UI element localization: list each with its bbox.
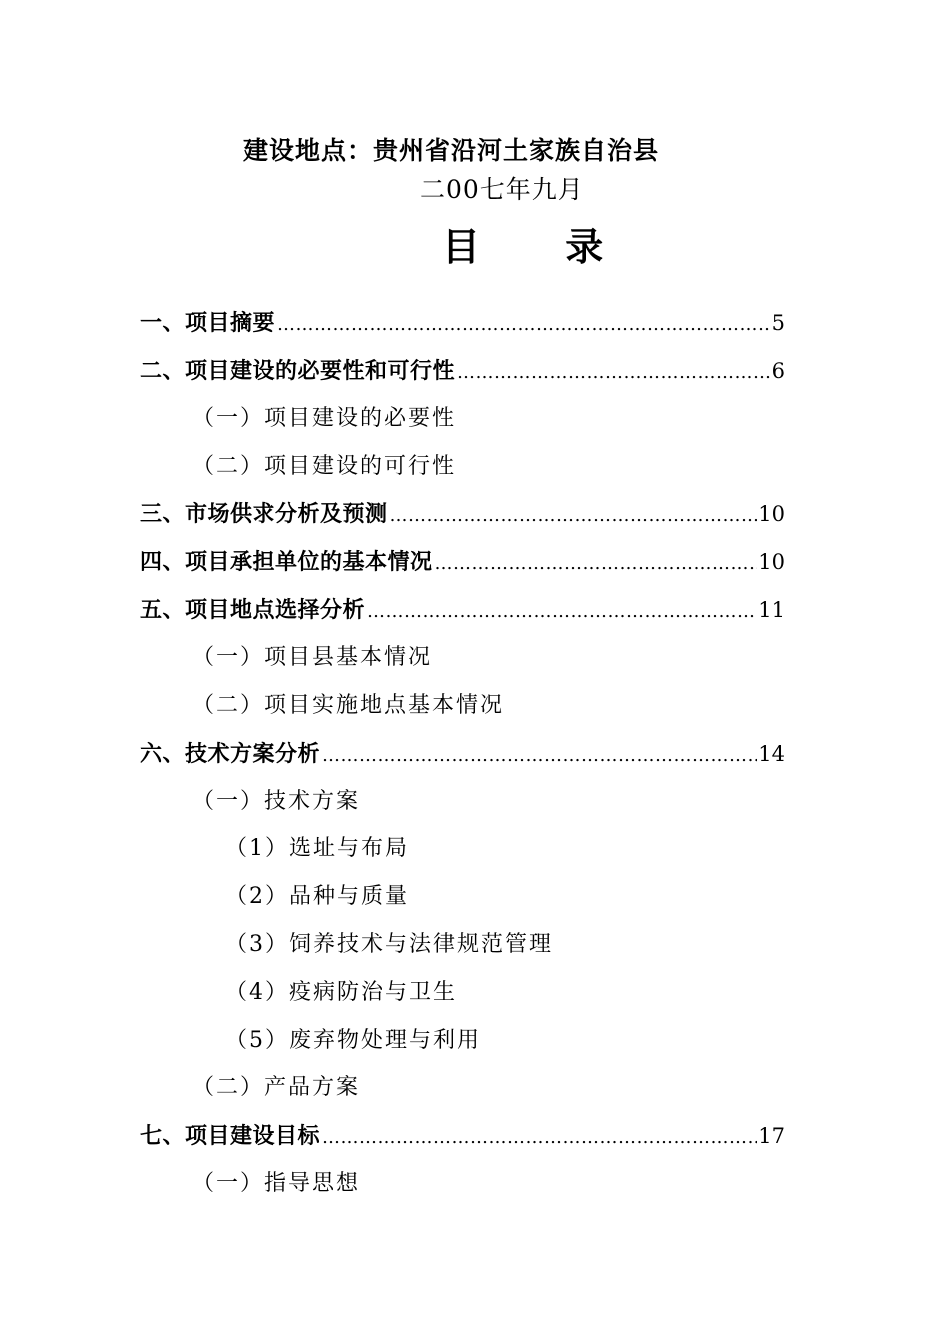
toc-leader-dots [433,549,758,579]
toc-entry-label: 二、项目建设的必要性和可行性 [140,358,456,384]
toc-leader-dots [320,741,757,771]
toc-entry-label: 六、技术方案分析 [140,741,321,767]
toc-entry-label: 五、项目地点选择分析 [140,597,366,623]
toc-page-number: 14 [758,742,785,766]
toc-item-breed-quality[interactable]: （2）品种与质量 [225,884,409,909]
toc-leader-dots [388,501,758,531]
toc-entry-site-selection[interactable] [140,595,785,625]
toc-page-number: 5 [771,311,785,335]
toc-title: 目 录 [442,224,640,269]
toc-entry-label: 三、市场供求分析及预测 [140,501,388,527]
toc-entry-market-analysis[interactable] [140,499,785,529]
toc-leader-dots [275,310,771,340]
toc-subentry-guiding-ideology[interactable]: （一）指导思想 [192,1171,361,1196]
toc-subentry-technical-scheme[interactable]: （一）技术方案 [192,789,361,814]
toc-entry-label: 四、项目承担单位的基本情况 [140,549,433,575]
toc-entry-technical-plan[interactable] [140,739,785,769]
toc-entry-necessity-feasibility[interactable] [140,356,785,386]
toc-subentry-feasibility[interactable]: （二）项目建设的可行性 [192,454,457,479]
toc-entry-construction-goals[interactable] [140,1121,785,1151]
toc-leader-dots [365,597,757,627]
toc-item-disease-hygiene[interactable]: （4）疫病防治与卫生 [225,980,457,1005]
construction-location: 建设地点：贵州省沿河土家族自治县 [243,136,660,165]
toc-subentry-county-basics[interactable]: （一）项目县基本情况 [192,645,433,670]
toc-entry-label: 七、项目建设目标 [140,1123,321,1149]
toc-subentry-product-plan[interactable]: （二）产品方案 [192,1075,361,1100]
toc-item-feeding-regulation[interactable]: （3）饲养技术与法律规范管理 [225,932,553,957]
toc-page-number: 6 [771,359,785,383]
toc-subentry-site-basics[interactable]: （二）项目实施地点基本情况 [192,693,505,718]
toc-subentry-necessity[interactable]: （一）项目建设的必要性 [192,406,457,431]
toc-page-number: 11 [758,598,785,622]
toc-leader-dots [455,358,771,388]
toc-page-number: 10 [758,550,785,574]
toc-leader-dots [320,1123,757,1153]
toc-page-number: 17 [758,1124,785,1148]
toc-page-number: 10 [758,502,785,526]
toc-item-waste-treatment[interactable]: （5）废弃物处理与利用 [225,1028,481,1053]
toc-entry-label: 一、项目摘要 [140,310,276,336]
toc-entry-undertaking-unit[interactable] [140,547,785,577]
document-date: 二00七年九月 [420,175,584,204]
toc-entry-summary[interactable] [140,308,785,338]
toc-item-site-layout[interactable]: （1）选址与布局 [225,836,409,861]
